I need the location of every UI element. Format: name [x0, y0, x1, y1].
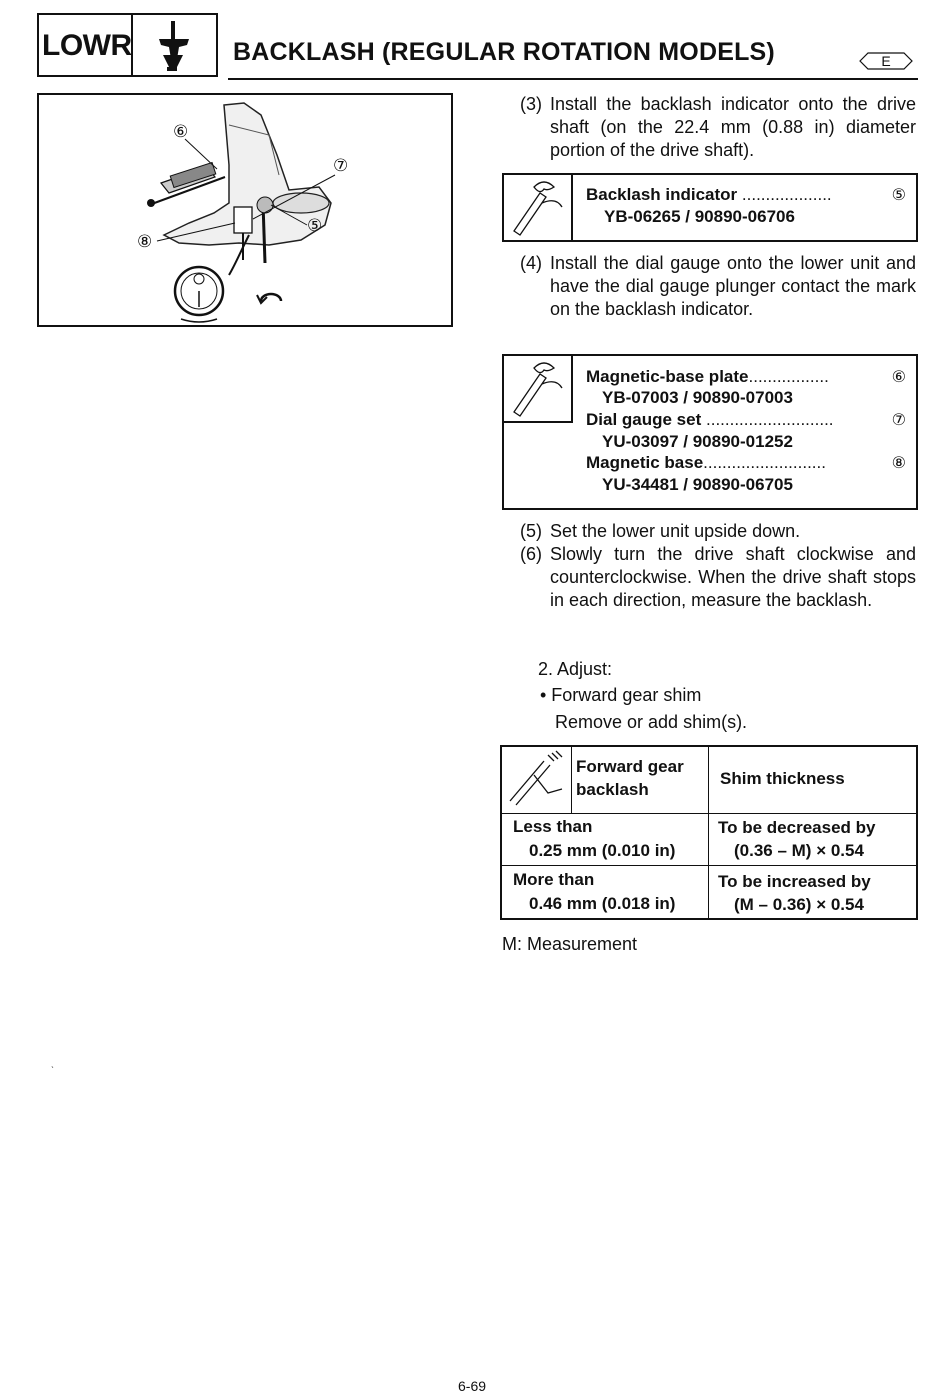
step-text: Slowly turn the drive shaft clockwise and counterclockwise. When the drive shaft stops in each direction, measure the backlash.	[550, 544, 916, 610]
special-tool-box-2	[502, 354, 918, 510]
row-1-formula: (0.36 – M) × 0.54	[734, 841, 864, 860]
tool-name: Dial gauge set ...........................	[586, 410, 834, 429]
row-2-action: To be increased by	[718, 872, 871, 891]
step-number: (4)	[520, 253, 542, 273]
row-1-condition: Less than	[513, 817, 593, 836]
step-text: Install the dial gauge onto the lower unit and have the dial gauge plunger contact the mark on the backlash indicator.	[550, 253, 916, 319]
tool-part-number: YU-03097 / 90890-01252	[602, 432, 793, 451]
tool-ref: ⑤	[891, 187, 906, 204]
step-text: Install the backlash indicator onto the drive shaft (on the 22.4 mm (0.88 in) diameter portion of the drive shaft).	[550, 94, 916, 160]
tool-part-number: YB-06265 / 90890-06706	[604, 207, 795, 226]
step-6	[520, 543, 920, 635]
special-tool-icon	[504, 175, 573, 240]
measurement-note: M: Measurement	[502, 934, 638, 954]
row-1-action: To be decreased by	[718, 818, 876, 837]
tool-ref: ⑧	[891, 455, 906, 472]
tool-ref: ⑥	[891, 369, 906, 386]
scan-speck: ˎ	[51, 1058, 55, 1069]
tool-part-number: YU-34481 / 90890-06705	[602, 475, 793, 494]
page-number: 6-69	[458, 1378, 487, 1394]
section-code: LOWR	[42, 29, 132, 62]
header-shim-thickness: Shim thickness	[720, 769, 845, 788]
tool-name: Backlash indicator ...................	[586, 185, 832, 204]
header-rule	[228, 78, 918, 80]
backlash-measurement-illustration	[37, 93, 453, 327]
row-2-formula: (M – 0.36) × 0.54	[734, 895, 864, 914]
step-4	[520, 252, 920, 344]
tool-name: Magnetic base..........................	[586, 453, 826, 472]
step-number: (5)	[520, 521, 542, 541]
step-3	[520, 93, 920, 163]
row-2-value: 0.46 mm (0.018 in)	[529, 894, 676, 913]
row-2-condition: More than	[513, 870, 595, 889]
special-tool-icon	[504, 356, 573, 423]
header-backlash: backlash	[576, 780, 649, 799]
callout-8: ⑧	[137, 232, 153, 252]
step-text: Set the lower unit upside down.	[550, 521, 801, 541]
step-number: (3)	[520, 94, 542, 114]
step-number: (6)	[520, 544, 542, 564]
callout-7: ⑦	[333, 156, 349, 176]
callout-5: ⑤	[307, 216, 323, 236]
adjust-bullet: • Forward gear shim	[540, 685, 702, 705]
callout-6: ⑥	[173, 122, 189, 142]
row-1-value: 0.25 mm (0.010 in)	[529, 841, 676, 860]
step-5	[520, 520, 920, 543]
section-code-box	[37, 13, 133, 77]
tool-ref: ⑦	[891, 412, 906, 429]
tool-part-number: YB-07003 / 90890-07003	[602, 388, 793, 407]
page-title: BACKLASH (REGULAR ROTATION MODELS)	[233, 38, 775, 66]
special-tool-box-1	[502, 173, 918, 242]
outboard-lower-unit-icon	[133, 13, 218, 77]
adjust-sub: Remove or add shim(s).	[555, 712, 748, 732]
language-mark: E	[881, 53, 891, 69]
language-badge	[858, 51, 914, 71]
adjust-heading: 2. Adjust:	[538, 659, 613, 679]
measurement-caliper-icon	[504, 749, 570, 811]
tool-name: Magnetic-base plate.................	[586, 367, 829, 386]
header-forward-gear: Forward gear	[576, 757, 684, 776]
backlash-shim-table	[500, 745, 918, 920]
